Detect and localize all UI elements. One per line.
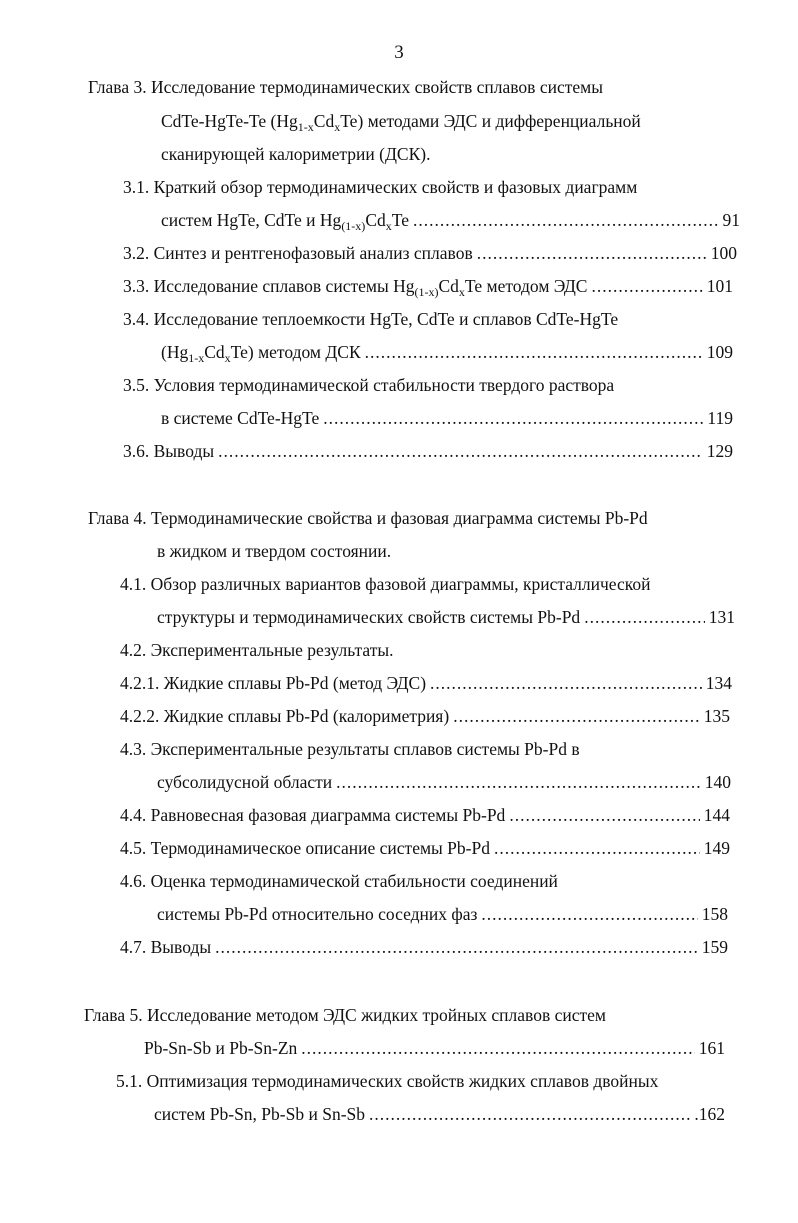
leader-dots [481,903,697,925]
toc-entry-3-1-line-2: систем HgTe, CdTe и $Hg_{(1-x)}Cd_xTe$ ..... 91 [161,209,740,231]
toc-entry-4-6-line-2: системы Pb-Pd относительно соседних фаз ..... 158 [157,903,728,925]
toc-entry-3-6: 3.6. Выводы ..... 129 [123,440,733,462]
leader-dots [215,936,698,958]
toc-entry-4-3-line-2: субсолидусной области ..... 140 [157,771,731,793]
leader-dots [323,407,703,429]
leader-dots [453,705,700,727]
toc-entry-4-5: 4.5. Термодинамическое описание системы Pb-Pd ..... 149 [120,837,730,859]
page-ref: 91 [722,210,740,230]
chapter-5-title-line-2: Pb-Sn-Sb и Pb-Sn-Zn ..... 161 [144,1037,725,1059]
leader-dots [591,275,702,297]
page-ref: 119 [707,408,733,428]
leader-dots [365,341,703,363]
page-number: 3 [394,42,404,63]
leader-dots [413,209,719,231]
toc-entry-3-5-line-2: в системе CdTe-HgTe ..... 119 [161,407,733,429]
chapter-5-title-line-1: Глава 5. Исследование методом ЭДС жидких тройных сплавов систем [84,1005,606,1025]
toc-entry-4-2: 4.2. Экспериментальные результаты. [120,640,394,660]
page-ref: 159 [701,937,728,957]
toc-entry-4-1-line-2: структуры и термодинамических свойств системы Pb-Pd ..... 131 [157,606,735,628]
toc-entry-4-1-line-1: 4.1. Обзор различных вариантов фазовой диаграммы, кристаллической [120,574,651,594]
toc-entry-4-2-2: 4.2.2. Жидкие сплавы Pb-Pd (калориметрия) ..... 135 [120,705,730,727]
toc-entry-3-4-line-1: 3.4. Исследование теплоемкости HgTe, CdTe и сплавов CdTe-HgTe [123,309,619,329]
toc-entry-3-3: 3.3. Исследование сплавов системы $Hg_{(1-x)}Cd_xTe$ методом ЭДС ..... 101 [123,275,733,297]
chapter-3-title-line-2: CdTe-HgTe-Te $(Hg_{1-x}Cd_xTe)$ методами ЭДС и дифференциальной [161,111,641,134]
chapter-4-title-line-2: в жидком и твердом состоянии. [157,541,392,561]
page-ref: 101 [706,276,733,296]
leader-dots [477,242,707,264]
toc-entry-4-4: 4.4. Равновесная фазовая диаграмма системы Pb-Pd ..... 144 [120,804,730,826]
leader-dots [301,1037,694,1059]
page-ref: 135 [703,706,730,726]
leader-dots [369,1103,690,1125]
leader-dots [584,606,705,628]
page-ref: 129 [706,441,733,461]
page-ref: 149 [703,838,730,858]
toc-entry-3-4-line-2: $(Hg_{1-x}Cd_xTe)$ методом ДСК ..... 109 [161,341,733,363]
page-ref: 109 [706,342,733,362]
page-ref: 140 [704,772,731,792]
toc-entry-3-1-line-1: 3.1. Краткий обзор термодинамических свойств и фазовых диаграмм [123,177,638,197]
page-ref: 131 [708,607,735,627]
page-ref: .162 [694,1104,725,1124]
toc-entry-4-6-line-1: 4.6. Оценка термодинамической стабильности соединений [120,871,558,891]
toc-entry-4-2-1: 4.2.1. Жидкие сплавы Pb-Pd (метод ЭДС) ..... 134 [120,672,732,694]
page-ref: 144 [703,805,730,825]
page-ref: 100 [710,243,737,263]
page-ref: 158 [701,904,728,924]
leader-dots [509,804,699,826]
toc-entry-4-3-line-1: 4.3. Экспериментальные результаты сплавов системы Pb-Pd в [120,739,580,759]
toc-entry-3-2: 3.2. Синтез и рентгенофазовый анализ сплавов ..... 100 [123,242,737,264]
chapter-3-title-line-3: сканирующей калориметрии (ДСК). [161,144,431,164]
leader-dots [218,440,703,462]
chapter-3-title-line-1: Глава 3. Исследование термодинамических свойств сплавов системы [88,77,603,97]
leader-dots [336,771,701,793]
toc-entry-3-5-line-1: 3.5. Условия термодинамической стабильности твердого раствора [123,375,615,395]
toc-entry-4-7: 4.7. Выводы ..... 159 [120,936,728,958]
page-ref: 134 [705,673,732,693]
toc-entry-5-1-line-2: систем Pb-Sn, Pb-Sb и Sn-Sb ..... .162 [154,1103,725,1125]
toc-entry-5-1-line-1: 5.1. Оптимизация термодинамических свойств жидких сплавов двойных [116,1071,659,1091]
leader-dots [430,672,702,694]
leader-dots [494,837,700,859]
chapter-4-title-line-1: Глава 4. Термодинамические свойства и фазовая диаграмма системы Pb-Pd [88,508,648,528]
page-ref: 161 [698,1038,725,1058]
